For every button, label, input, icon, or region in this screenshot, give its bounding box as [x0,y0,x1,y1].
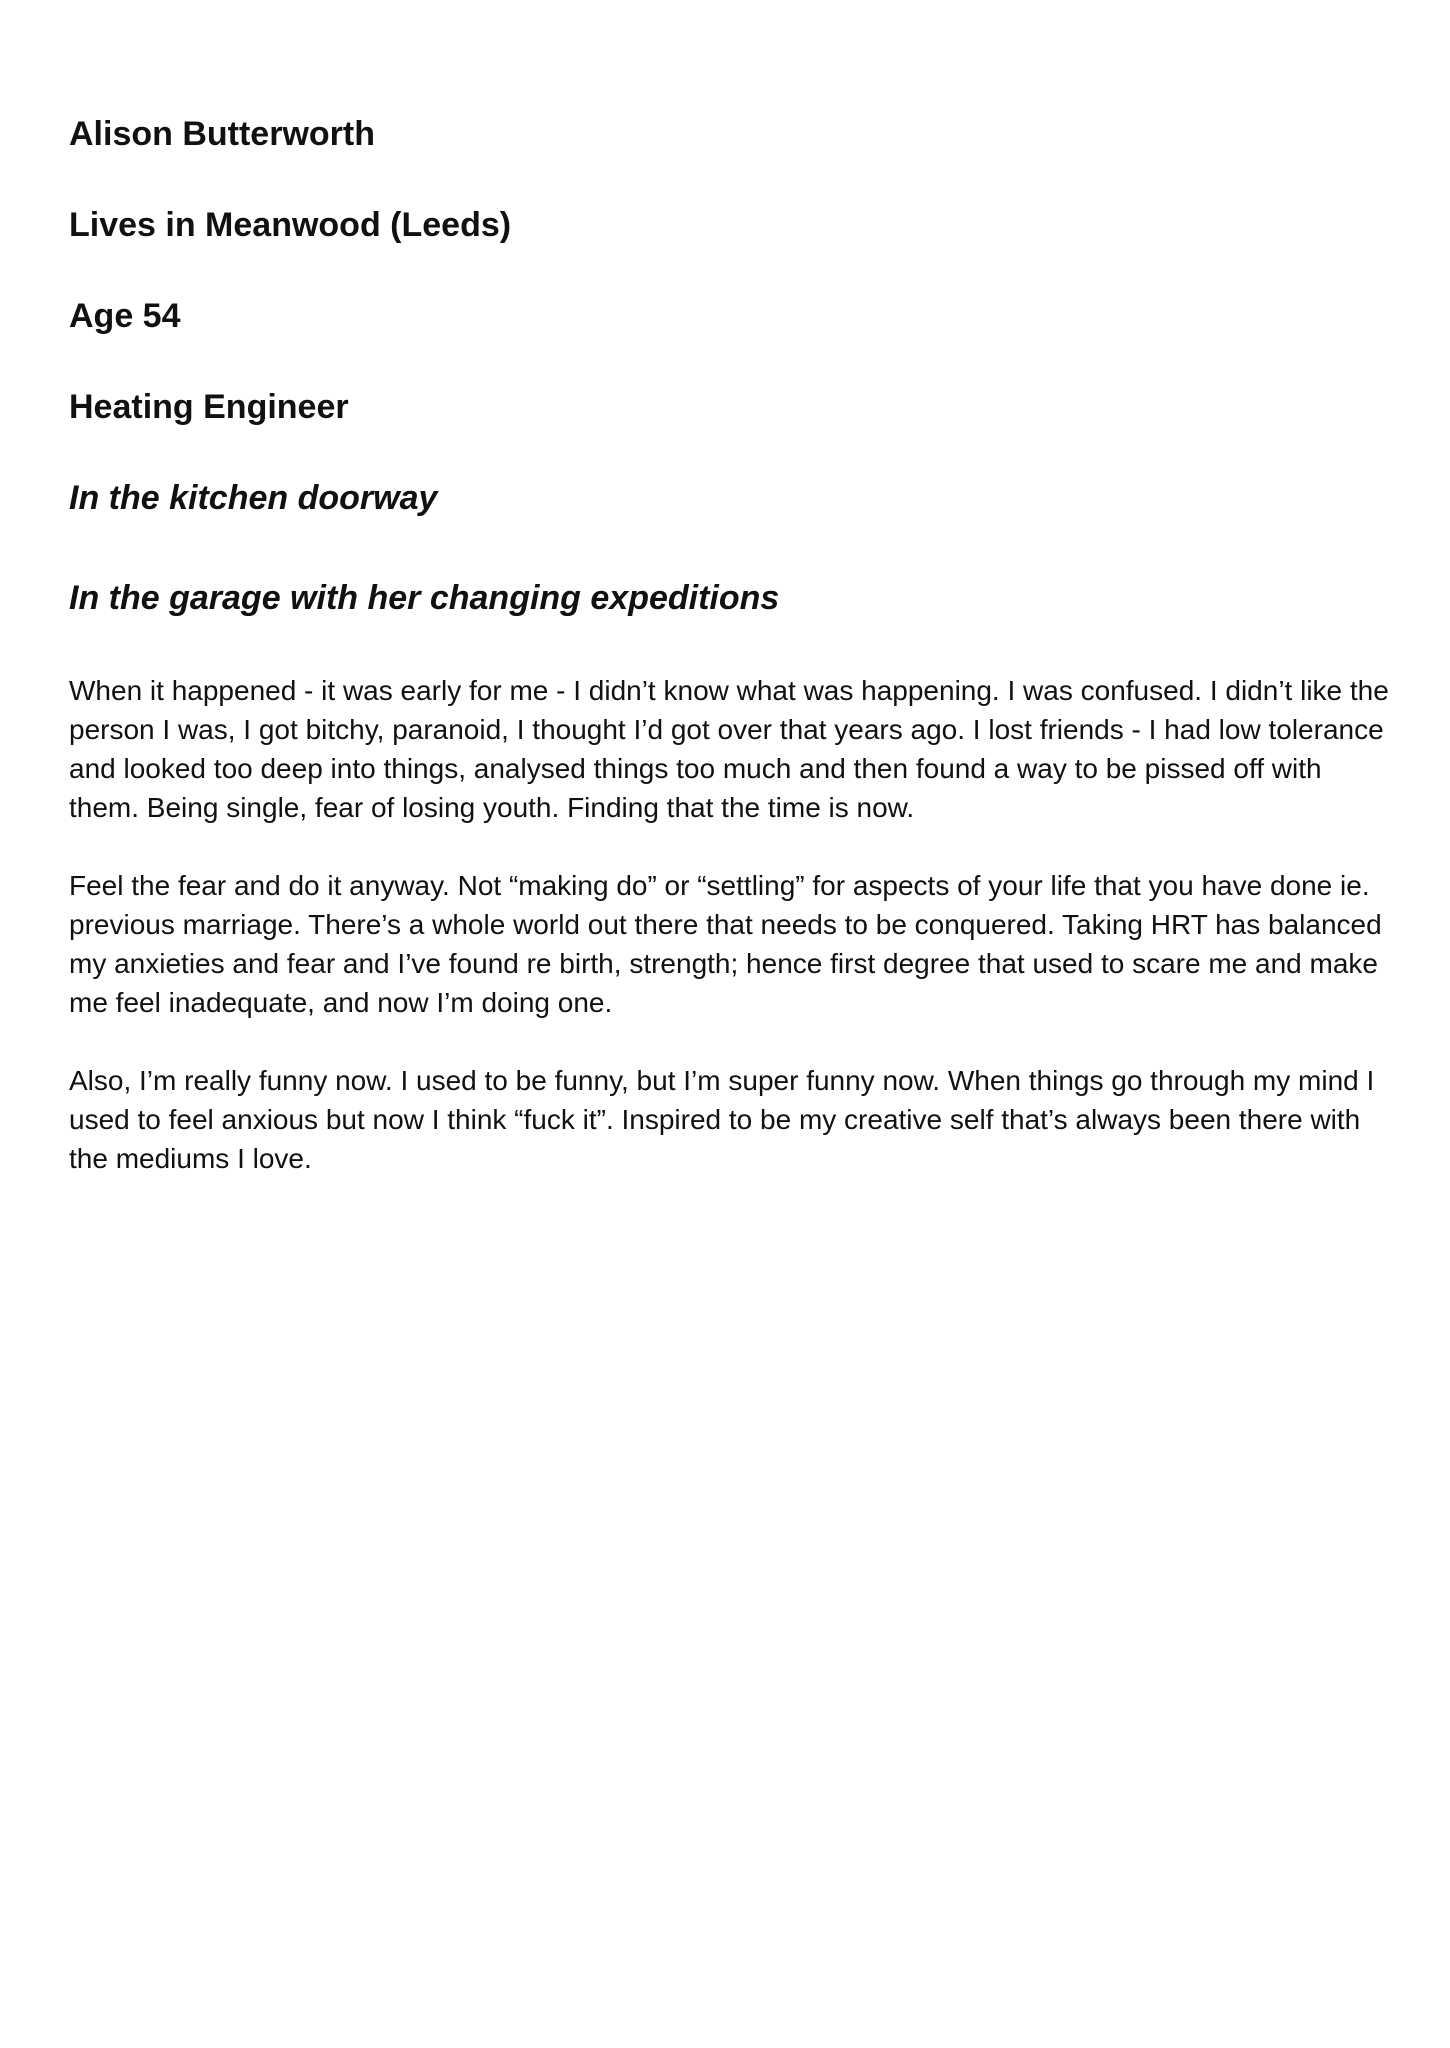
body-paragraph: When it happened - it was early for me - I didn’t know what was happening. I was confused. I didn’t like the person I was, I got bitchy, paranoid, I thought I’d got over that years ago. I lost friends - I had low tolerance and looked too deep into things, analysed things too much and then found a way to be pissed off with them. Being single, fear of losing youth. Finding that the time is now. [69,675,1389,823]
person-location: Lives in Meanwood (Leeds) [69,206,512,244]
body-paragraph: Also, I’m really funny now. I used to be funny, but I’m super funny now. When things go through my mind I used to feel anxious but now I think “fuck it”. Inspired to be my creative self that’s always been there with the mediums I love. [69,1065,1375,1174]
photo-caption-kitchen: In the kitchen doorway [69,479,438,517]
person-name: Alison Butterworth [69,115,375,153]
person-occupation: Heating Engineer [69,388,349,426]
person-age: Age 54 [69,297,181,335]
photo-caption-garage: In the garage with her changing expeditions [69,579,780,617]
body-paragraph: Feel the fear and do it anyway. Not “making do” or “settling” for aspects of your life that you have done ie. previous marriage. There’s a whole world out there that needs to be conquered. Taking HRT has balanced my anxieties and fear and I’ve found re birth, strength; hence first degree that used to scare me and make me feel inadequate, and now I’m doing one. [69,870,1382,1018]
